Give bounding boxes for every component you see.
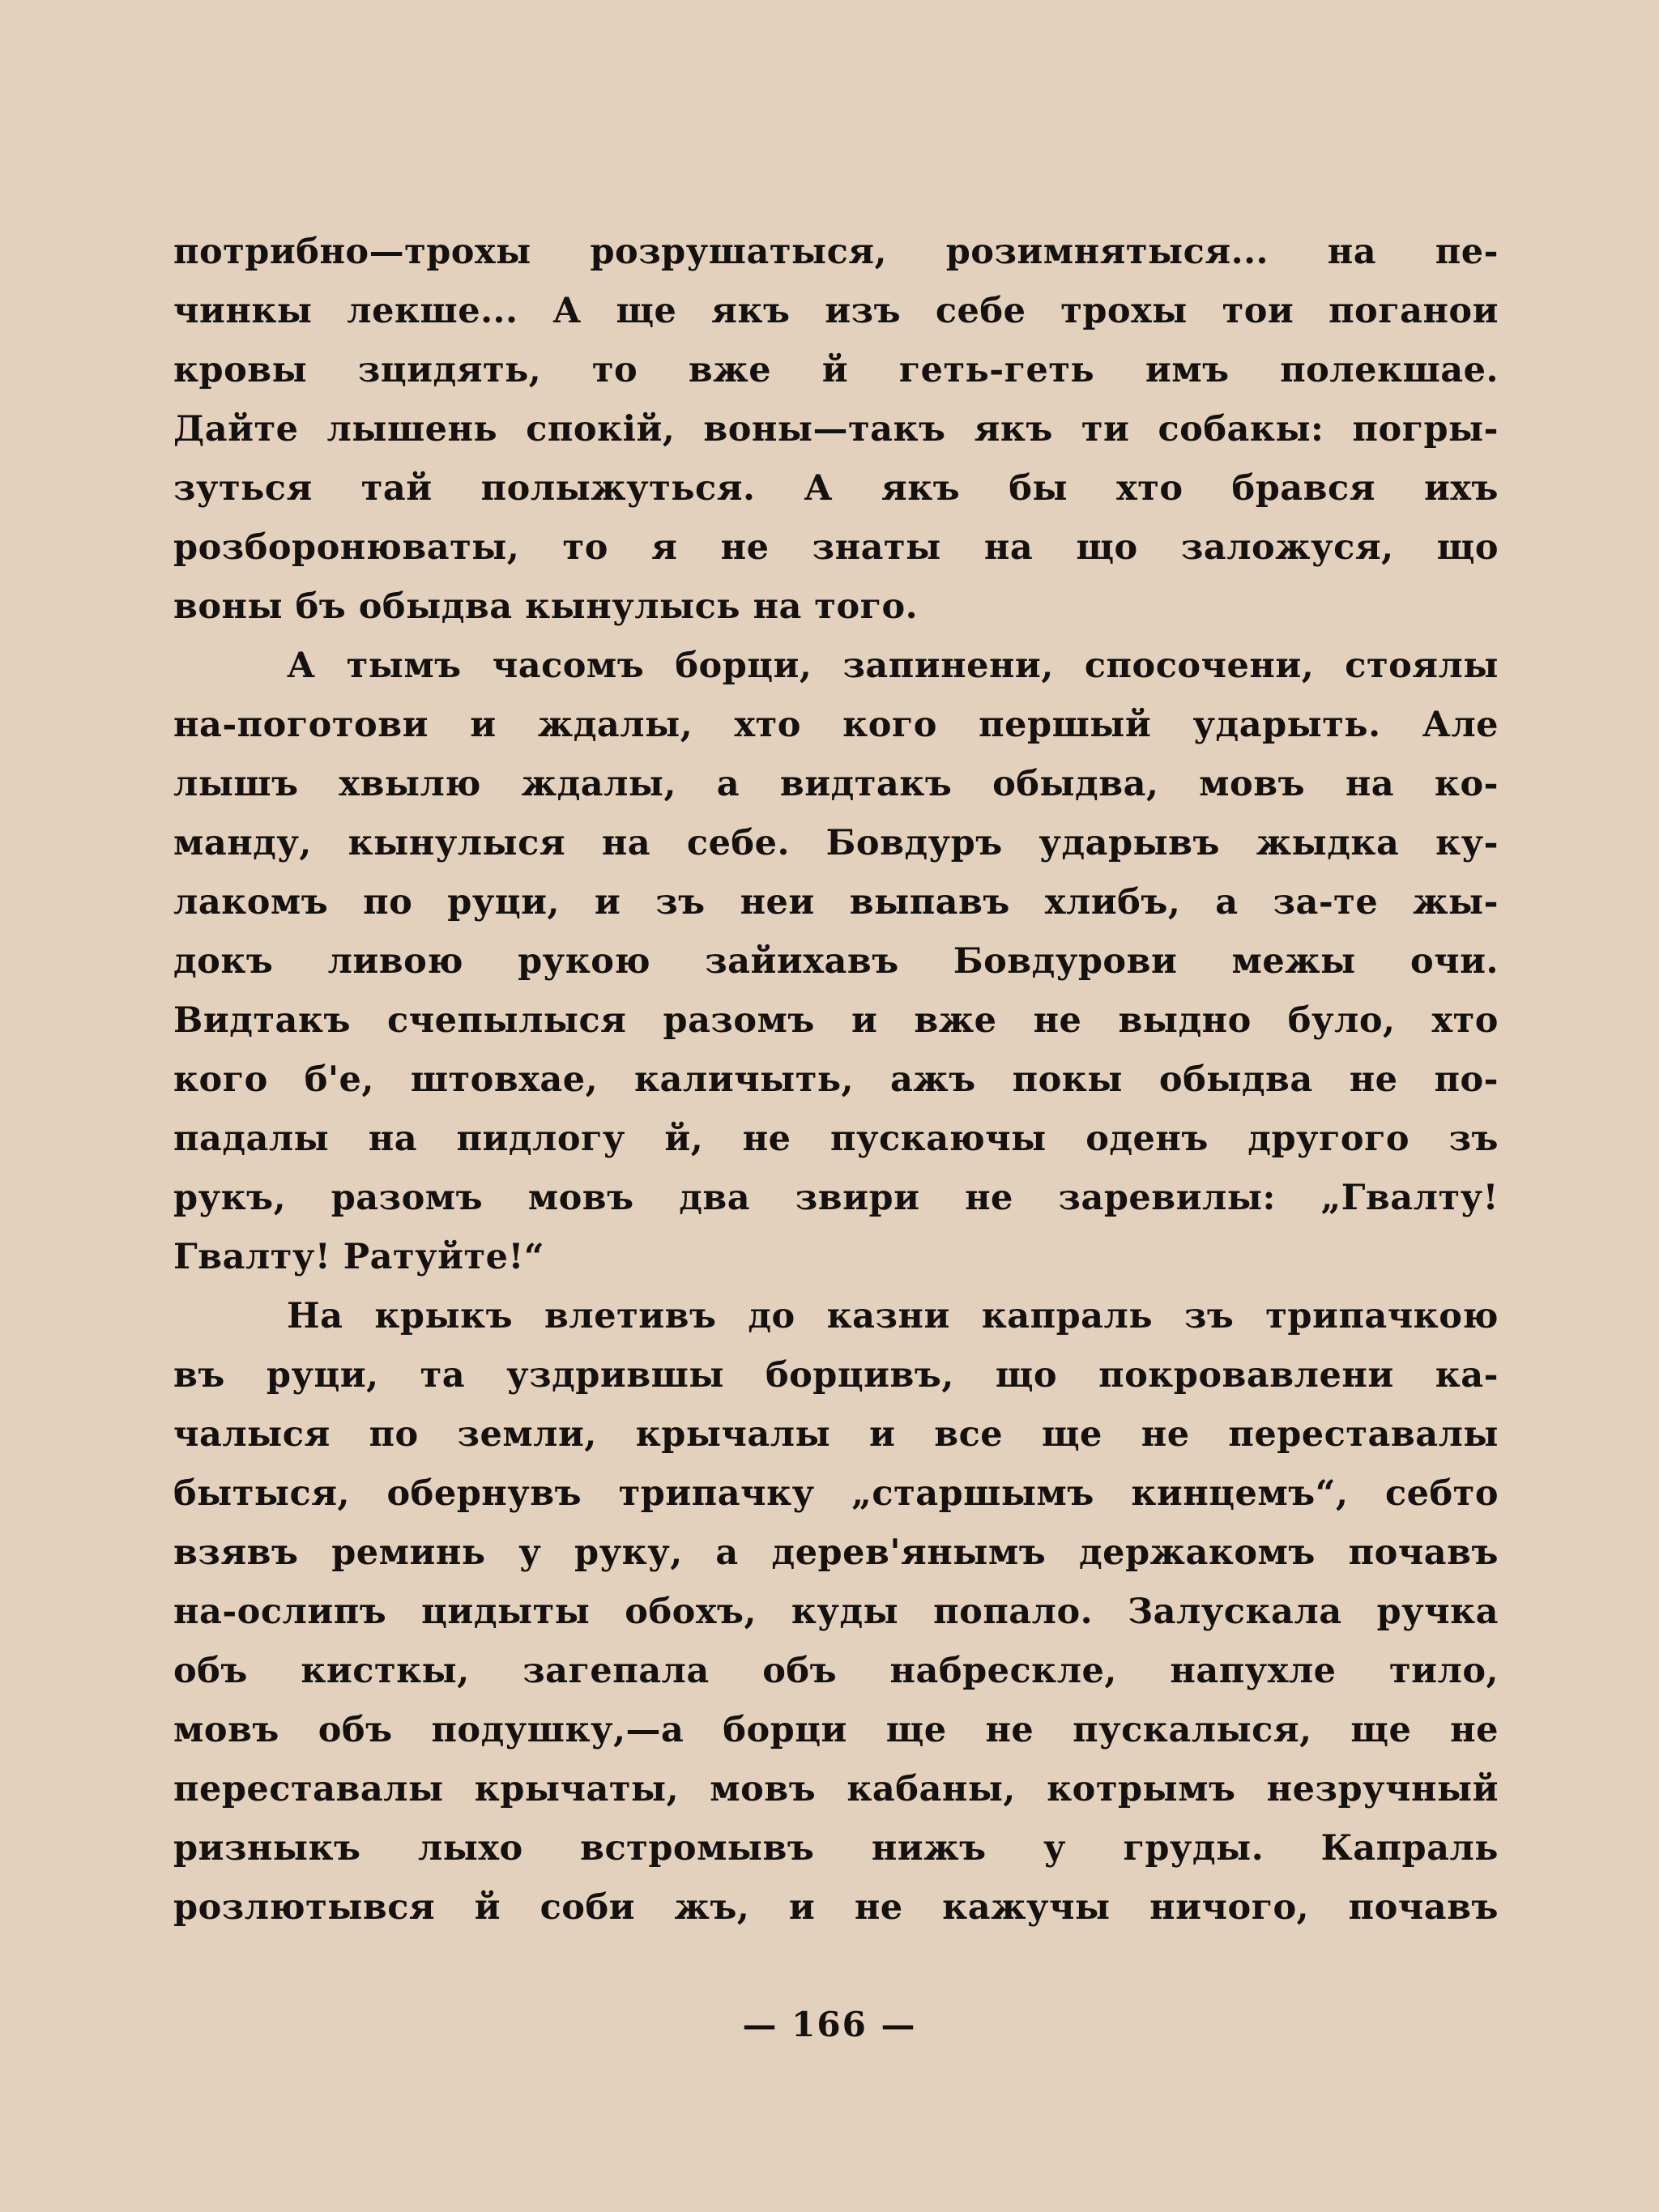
text-line: на-поготови и ждалы, хто кого першый ударыть. Але [173,705,1499,745]
text-line: переставалы крычаты, мовъ кабаны, котрымъ незручный [173,1769,1499,1809]
text-line: потрибно—трохы розрушатыся, розимнятыся... на пе- [173,232,1499,272]
text-line: розборонюваты, то я не знаты на що заложуся, що [173,527,1499,568]
text-line: рукъ, разомъ мовъ два звири не заревилы: „Гвалту! [173,1178,1499,1218]
text-line: розлютывся й соби жъ, и не кажучы ничого, почавъ [173,1887,1499,1928]
text-line: чалыся по земли, крычалы и все ще не переставалы [173,1414,1499,1455]
text-line: объ кисткы, загепала объ набрескле, напухле тило, [173,1651,1499,1691]
text-line: чинкы лекше... А ще якъ изъ себе трохы тои поганои [173,291,1499,331]
paragraph-first-line: На крыкъ влетивъ до казни капраль зъ трипачкою [287,1296,1499,1336]
text-line: кровы зцидять, то вже й геть-геть имъ полекшае. [173,350,1499,390]
paragraph-first-line: А тымъ часомъ борци, запинени, спосочени, стоялы [287,646,1499,686]
text-line: манду, кынулыся на себе. Бовдуръ ударывъ жыдка ку- [173,823,1499,863]
text-line: взявъ реминь у руку, а дерев'янымъ держакомъ почавъ [173,1532,1499,1573]
text-line: Дайте лышень спокій, воны—такъ якъ ти собакы: погры- [173,409,1499,450]
page-number: — 166 — [742,2005,917,2044]
text-line: воны бъ обыдва кынулысь на того. [173,586,919,627]
text-line: на-ослипъ цидыты обохъ, куды попало. Залускала ручка [173,1592,1499,1632]
text-line: въ руци, та уздрившы борцивъ, що покровавлени ка- [173,1355,1499,1396]
text-line: ризныкъ лыхо встромывъ нижъ у груды. Капраль [173,1828,1499,1869]
text-line: лакомъ по руци, и зъ неи выпавъ хлибъ, а за-те жы- [173,882,1499,923]
text-line: Видтакъ счепылыся разомъ и вже не выдно було, хто [173,1000,1499,1041]
text-line: мовъ объ подушку,—а борци ще не пускалыся, ще не [173,1710,1499,1750]
text-line: бытыся, обернувъ трипачку „старшымъ кинцемъ“, себто [173,1473,1499,1514]
text-line: лышъ хвылю ждалы, а видтакъ обыдва, мовъ на ко- [173,764,1499,804]
text-line: докъ ливою рукою зайихавъ Бовдурови межы очи. [173,941,1499,982]
text-line: падалы на пидлогу й, не пускаючы оденъ другого зъ [173,1119,1499,1159]
text-line: Гвалту! Ратуйте!“ [173,1237,545,1277]
text-line: зуться тай полыжуться. А якъ бы хто брався ихъ [173,468,1499,509]
text-line: кого б'е, штовхае, каличыть, ажъ покы обыдва не по- [173,1059,1499,1100]
